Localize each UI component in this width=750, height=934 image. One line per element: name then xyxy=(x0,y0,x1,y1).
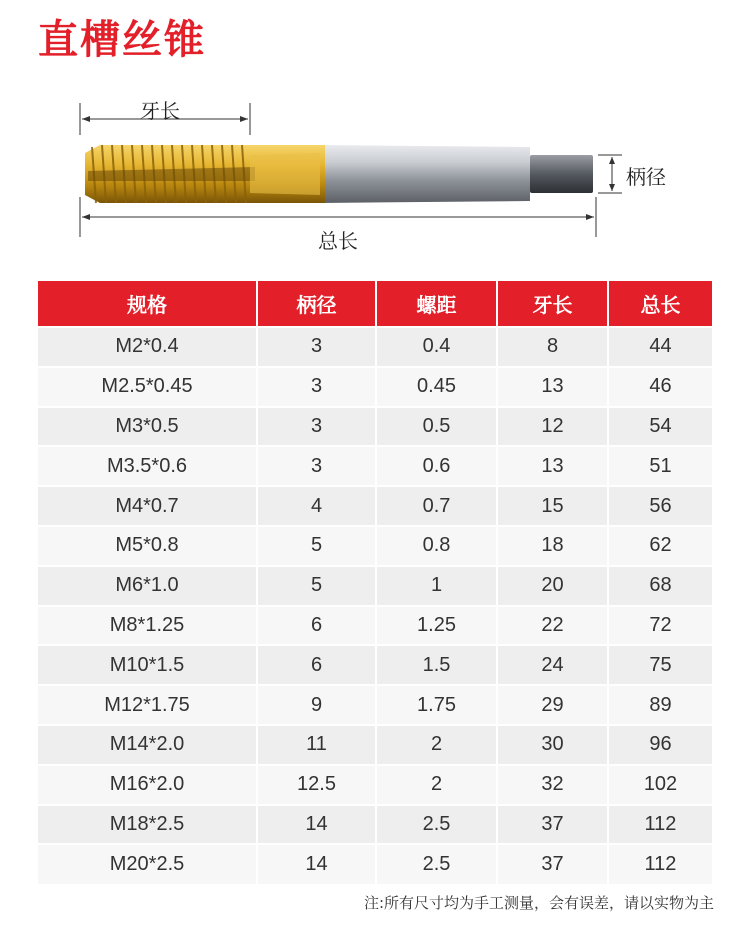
page-title: 直槽丝锥 xyxy=(38,17,206,63)
table-cell: 62 xyxy=(608,526,712,566)
table-header-row xyxy=(38,281,712,327)
spec-table xyxy=(38,281,712,884)
table-cell: M4*0.7 xyxy=(38,486,257,526)
table-row xyxy=(38,685,712,725)
table-cell: 18 xyxy=(497,526,608,566)
table-row xyxy=(38,526,712,566)
table-cell: 1.25 xyxy=(376,606,497,646)
total-length-label: 总长 xyxy=(318,229,358,253)
table-cell: 1.75 xyxy=(376,685,497,725)
table-cell: 37 xyxy=(497,844,608,884)
table-cell: 0.6 xyxy=(376,446,497,486)
header-thread-length: 牙长 xyxy=(497,281,608,327)
thread-length-label: 牙长 xyxy=(140,99,180,123)
table-cell: 68 xyxy=(608,566,712,606)
table-cell: M3.5*0.6 xyxy=(38,446,257,486)
table-cell: 37 xyxy=(497,805,608,845)
table-cell: 72 xyxy=(608,606,712,646)
table-row xyxy=(38,844,712,884)
table-cell: 3 xyxy=(257,446,376,486)
table-cell: 1.5 xyxy=(376,645,497,685)
table-cell: M5*0.8 xyxy=(38,526,257,566)
table-row xyxy=(38,765,712,805)
table-cell: M2.5*0.45 xyxy=(38,367,257,407)
table-cell: 4 xyxy=(257,486,376,526)
table-cell: 2 xyxy=(376,725,497,765)
footnote: 注:所有尺寸均为手工测量，会有误差，请以实物为主 xyxy=(363,894,714,912)
table-cell: 96 xyxy=(608,725,712,765)
table-cell: 14 xyxy=(257,844,376,884)
table-row xyxy=(38,566,712,606)
table-cell: 12.5 xyxy=(257,765,376,805)
table-row xyxy=(38,606,712,646)
table-cell: M14*2.0 xyxy=(38,725,257,765)
table-cell: 51 xyxy=(608,446,712,486)
table-cell: 56 xyxy=(608,486,712,526)
table-row xyxy=(38,407,712,447)
table-cell: 8 xyxy=(497,327,608,367)
table-cell: 1 xyxy=(376,566,497,606)
table-cell: 3 xyxy=(257,327,376,367)
header-pitch: 螺距 xyxy=(376,281,497,327)
table-cell: 89 xyxy=(608,685,712,725)
table-cell: 20 xyxy=(497,566,608,606)
table-cell: 46 xyxy=(608,367,712,407)
table-row xyxy=(38,367,712,407)
table-cell: 2.5 xyxy=(376,805,497,845)
table-cell: 0.4 xyxy=(376,327,497,367)
table-cell: 13 xyxy=(497,367,608,407)
table-row xyxy=(38,327,712,367)
table-cell: 11 xyxy=(257,725,376,765)
table-cell: 54 xyxy=(608,407,712,447)
table-cell: M8*1.25 xyxy=(38,606,257,646)
shank-diameter-label: 柄径 xyxy=(626,165,666,189)
table-row xyxy=(38,446,712,486)
table-cell: 6 xyxy=(257,645,376,685)
table-cell: M12*1.75 xyxy=(38,685,257,725)
table-cell: 9 xyxy=(257,685,376,725)
table-cell: M20*2.5 xyxy=(38,844,257,884)
table-cell: 0.7 xyxy=(376,486,497,526)
header-spec: 规格 xyxy=(38,281,257,327)
header-total-length: 总长 xyxy=(608,281,712,327)
tap-diagram xyxy=(0,85,750,260)
table-cell: 14 xyxy=(257,805,376,845)
table-cell: 24 xyxy=(497,645,608,685)
table-cell: 15 xyxy=(497,486,608,526)
table-cell: M18*2.5 xyxy=(38,805,257,845)
table-cell: M10*1.5 xyxy=(38,645,257,685)
table-cell: 44 xyxy=(608,327,712,367)
table-cell: 30 xyxy=(497,725,608,765)
header-shank-diameter: 柄径 xyxy=(257,281,376,327)
table-row xyxy=(38,805,712,845)
table-cell: M16*2.0 xyxy=(38,765,257,805)
table-cell: 6 xyxy=(257,606,376,646)
table-cell: 112 xyxy=(608,805,712,845)
table-row xyxy=(38,725,712,765)
table-cell: 29 xyxy=(497,685,608,725)
table-cell: 102 xyxy=(608,765,712,805)
table-cell: 2 xyxy=(376,765,497,805)
table-cell: 3 xyxy=(257,367,376,407)
table-row xyxy=(38,645,712,685)
table-cell: 13 xyxy=(497,446,608,486)
table-cell: 0.45 xyxy=(376,367,497,407)
table-cell: M3*0.5 xyxy=(38,407,257,447)
table-cell: 5 xyxy=(257,566,376,606)
table-row xyxy=(38,486,712,526)
table-cell: 0.8 xyxy=(376,526,497,566)
table-cell: 75 xyxy=(608,645,712,685)
table-cell: 5 xyxy=(257,526,376,566)
table-cell: 112 xyxy=(608,844,712,884)
table-cell: 2.5 xyxy=(376,844,497,884)
table-cell: 22 xyxy=(497,606,608,646)
table-cell: 0.5 xyxy=(376,407,497,447)
table-cell: M6*1.0 xyxy=(38,566,257,606)
table-cell: 12 xyxy=(497,407,608,447)
table-cell: M2*0.4 xyxy=(38,327,257,367)
table-body xyxy=(38,327,712,884)
table-cell: 32 xyxy=(497,765,608,805)
table-cell: 3 xyxy=(257,407,376,447)
